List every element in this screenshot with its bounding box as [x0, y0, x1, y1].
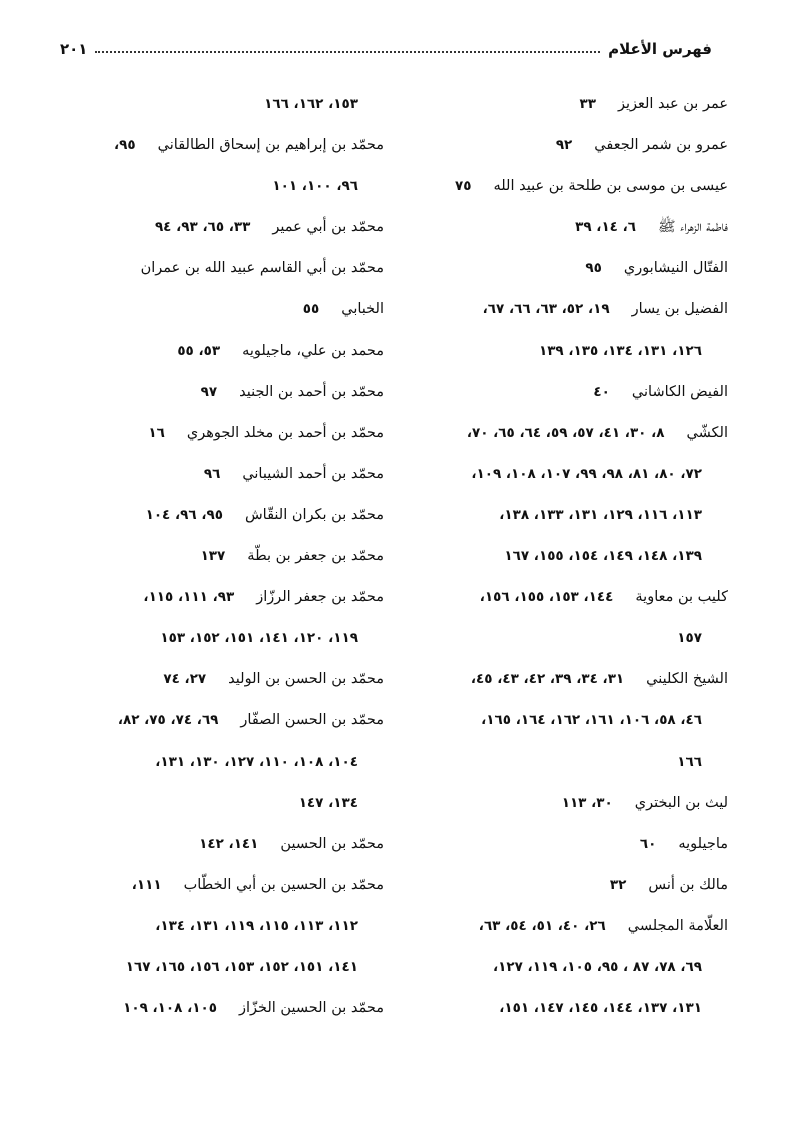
index-entry: [416, 783, 728, 824]
index-entry: [72, 824, 384, 865]
entry-name: ماجيلويه: [678, 835, 728, 852]
index-entry: [416, 618, 728, 659]
index-entry: [416, 413, 728, 454]
index-entry: [72, 248, 384, 289]
entry-name: الفيض الكاشاني: [631, 383, 728, 400]
entry-name: محمّد بن إبراهيم بن إسحاق الطالقاني: [157, 137, 384, 154]
entry-name: محمد بن علي، ماجيلويه: [242, 342, 384, 359]
entry-name: محمّد بن جعفر بن بطّة: [247, 548, 384, 565]
entry-name: محمّد بن جعفر الرزّاز: [256, 589, 384, 606]
entry-pages: ١٣٤، ١٤٧: [298, 794, 358, 811]
entry-pages: ٣٣: [579, 96, 596, 112]
entry-pages: ٧٢، ٨٠، ٨١، ٩٨، ٩٩، ١٠٧، ١٠٨، ١٠٩،: [471, 465, 702, 482]
entry-name: محمّد بن الحسين الخزّاز: [238, 1000, 384, 1017]
index-entry: [72, 84, 384, 125]
entry-pages: ٧٥: [454, 178, 472, 195]
entry-name: مالك بن أنس: [648, 876, 728, 893]
entry-pages: ٩٥، ٩٦، ١٠٤: [145, 506, 223, 523]
index-entry: [416, 84, 728, 125]
index-entry: [72, 865, 384, 906]
index-entry: [72, 372, 384, 413]
entry-name: محمّد بن الحسن الصفّار: [240, 712, 384, 729]
index-entry: [416, 207, 728, 248]
page-header: [60, 34, 712, 58]
entry-pages: ١٣٧: [200, 548, 226, 565]
entry-name: محمّد بن الحسين: [280, 835, 384, 852]
entry-pages: ١٦٦: [677, 753, 702, 770]
index-entry: [72, 166, 384, 207]
index-entry: [72, 413, 384, 454]
index-column-left: [72, 84, 384, 1044]
entry-pages: ٨، ٣٠، ٤١، ٥٧، ٥٩، ٦٤، ٦٥، ٧٠،: [466, 424, 665, 441]
entry-pages: ٩٧: [200, 383, 218, 400]
entry-name: الفضيل بن يسار: [631, 301, 728, 318]
index-entry: [72, 495, 384, 536]
index-entry: [416, 248, 728, 289]
entry-pages: ٤٠: [593, 383, 610, 400]
index-column-right: [416, 84, 728, 1044]
index-entry: [416, 125, 728, 166]
entry-pages: ٣٠، ١١٣: [561, 794, 613, 811]
entry-name: محمّد بن بكران النقّاش: [244, 506, 384, 523]
entry-pages: ١٣٩، ١٤٨، ١٤٩، ١٥٤، ١٥٥، ١٦٧: [504, 548, 702, 565]
index-entry: [72, 947, 384, 988]
index-entry: [416, 659, 728, 700]
entry-pages: ٣١، ٣٤، ٣٩، ٤٢، ٤٣، ٤٥،: [470, 671, 625, 688]
entry-name: كليب بن معاوية: [635, 589, 728, 606]
index-entry: [416, 331, 728, 372]
entry-name: محمّد بن أحمد بن الجنيد: [239, 383, 384, 400]
entry-pages: ٩٥: [585, 260, 602, 277]
entry-pages: ١٤١، ١٤٢: [199, 835, 259, 852]
entry-pages: ٢٧، ٧٤: [163, 671, 207, 688]
index-entry: [416, 454, 728, 495]
header-dot-leader: [95, 51, 600, 53]
index-columns: [72, 84, 728, 1044]
index-entry: [416, 372, 728, 413]
entry-name: الشيخ الكليني: [646, 671, 728, 688]
index-entry: [416, 824, 728, 865]
entry-pages: ١٩، ٥٢، ٦٣، ٦٦، ٦٧،: [482, 301, 610, 318]
entry-name: ليث بن البختري: [634, 794, 728, 811]
entry-pages: ١٢٦، ١٣١، ١٣٤، ١٣٥، ١٣٩: [538, 342, 702, 359]
index-entry: [416, 906, 728, 947]
entry-pages: ١٤١، ١٥١، ١٥٢، ١٥٣، ١٥٦، ١٦٥، ١٦٧: [125, 958, 358, 975]
entry-pages: ١٥٣، ١٦٢، ١٦٦: [264, 96, 358, 112]
entry-name: محمّد بن أبي القاسم عبيد الله بن عمران: [140, 260, 384, 277]
index-entry: [416, 742, 728, 783]
index-entry: [72, 577, 384, 618]
entry-pages: ١١٣، ١١٦، ١٢٩، ١٣١، ١٣٣، ١٣٨،: [499, 506, 702, 523]
entry-pages: ٦٩، ٧٨، ٨٧ ، ٩٥، ١٠٥، ١١٩، ١٢٧،: [492, 958, 702, 975]
entry-name: الفتّال النيشابوري: [623, 260, 728, 277]
index-entry: [416, 577, 728, 618]
index-entry: [416, 536, 728, 577]
index-entry: [72, 454, 384, 495]
index-entry: [72, 906, 384, 947]
entry-pages: ١٦: [148, 424, 165, 441]
index-entry: [72, 331, 384, 372]
entry-pages: ٥٥: [302, 301, 320, 318]
index-entry: [72, 700, 384, 741]
index-entry: [72, 289, 384, 330]
entry-pages: ٩٢: [555, 137, 573, 154]
entry-pages: ١٥٧: [677, 630, 702, 647]
index-entry: [416, 865, 728, 906]
entry-name: عيسى بن موسى بن طلحة بن عبيد الله: [493, 178, 728, 195]
entry-name: محمّد بن أحمد بن مخلد الجوهري: [186, 424, 384, 441]
index-entry: [72, 125, 384, 166]
index-entry: [416, 495, 728, 536]
index-entry: [72, 536, 384, 577]
entry-name: محمّد بن أحمد الشيباني: [242, 465, 384, 482]
entry-pages: ١١٩، ١٢٠، ١٤١، ١٥١، ١٥٢، ١٥٣: [160, 630, 358, 647]
entry-pages: ٩٦، ١٠٠، ١٠١: [272, 178, 358, 195]
index-entry: [416, 947, 728, 988]
entry-pages: ٦٠: [639, 835, 657, 852]
entry-pages: ٥٣، ٥٥: [177, 342, 221, 359]
entry-pages: ١١١،: [131, 876, 162, 893]
entry-name: فاطمة الزهراء ﷺ: [658, 219, 728, 236]
entry-pages: ٦٩، ٧٤، ٧٥، ٨٢،: [117, 712, 219, 729]
entry-name: محمّد بن أبي عمير: [272, 219, 384, 236]
entry-pages: ٣٢: [609, 876, 627, 893]
entry-pages: ١١٢، ١١٣، ١١٥، ١١٩، ١٣١، ١٣٤،: [155, 917, 358, 934]
entry-name: الكشّي: [686, 424, 728, 441]
page-title: فهرس الأعلام: [608, 40, 712, 58]
entry-name: محمّد بن الحسين بن أبي الخطّاب: [183, 876, 384, 893]
index-entry: [416, 988, 728, 1029]
entry-pages: ٤٦، ٥٨، ١٠٦، ١٦١، ١٦٢، ١٦٤، ١٦٥،: [481, 712, 702, 729]
entry-pages: ٩٣، ١١١، ١١٥،: [143, 589, 235, 606]
index-entry: [72, 783, 384, 824]
index-entry: [72, 618, 384, 659]
index-entry: [72, 988, 384, 1029]
entry-name: الخبابي: [341, 301, 384, 318]
index-entry: [416, 700, 728, 741]
entry-pages: ١٠٤، ١٠٨، ١١٠، ١٢٧، ١٣٠، ١٣١،: [155, 753, 358, 770]
index-entry: [416, 166, 728, 207]
entry-pages: ٩٦: [203, 465, 221, 482]
index-entry: [416, 289, 728, 330]
entry-pages: ٦، ١٤، ٣٩: [575, 219, 637, 236]
index-entry: [72, 207, 384, 248]
entry-pages: ١٤٤، ١٥٣، ١٥٥، ١٥٦،: [479, 589, 614, 606]
entry-pages: ٣٣، ٦٥، ٩٣، ٩٤: [154, 219, 251, 236]
entry-name: العلّامة المجلسي: [627, 917, 728, 934]
entry-name: عمر بن عبد العزيز: [617, 96, 728, 112]
index-entry: [72, 742, 384, 783]
page-number: ٢٠١: [60, 40, 88, 58]
entry-name: عمرو بن شمر الجعفي: [594, 137, 728, 154]
index-entry: [72, 659, 384, 700]
entry-pages: ٢٦، ٤٠، ٥١، ٥٤، ٦٣،: [478, 917, 606, 934]
entry-pages: ١٠٥، ١٠٨، ١٠٩: [123, 1000, 217, 1017]
entry-name: محمّد بن الحسن بن الوليد: [228, 671, 384, 688]
entry-pages: ١٣١، ١٣٧، ١٤٤، ١٤٥، ١٤٧، ١٥١،: [499, 1000, 702, 1017]
entry-pages: ٩٥،: [114, 137, 136, 154]
